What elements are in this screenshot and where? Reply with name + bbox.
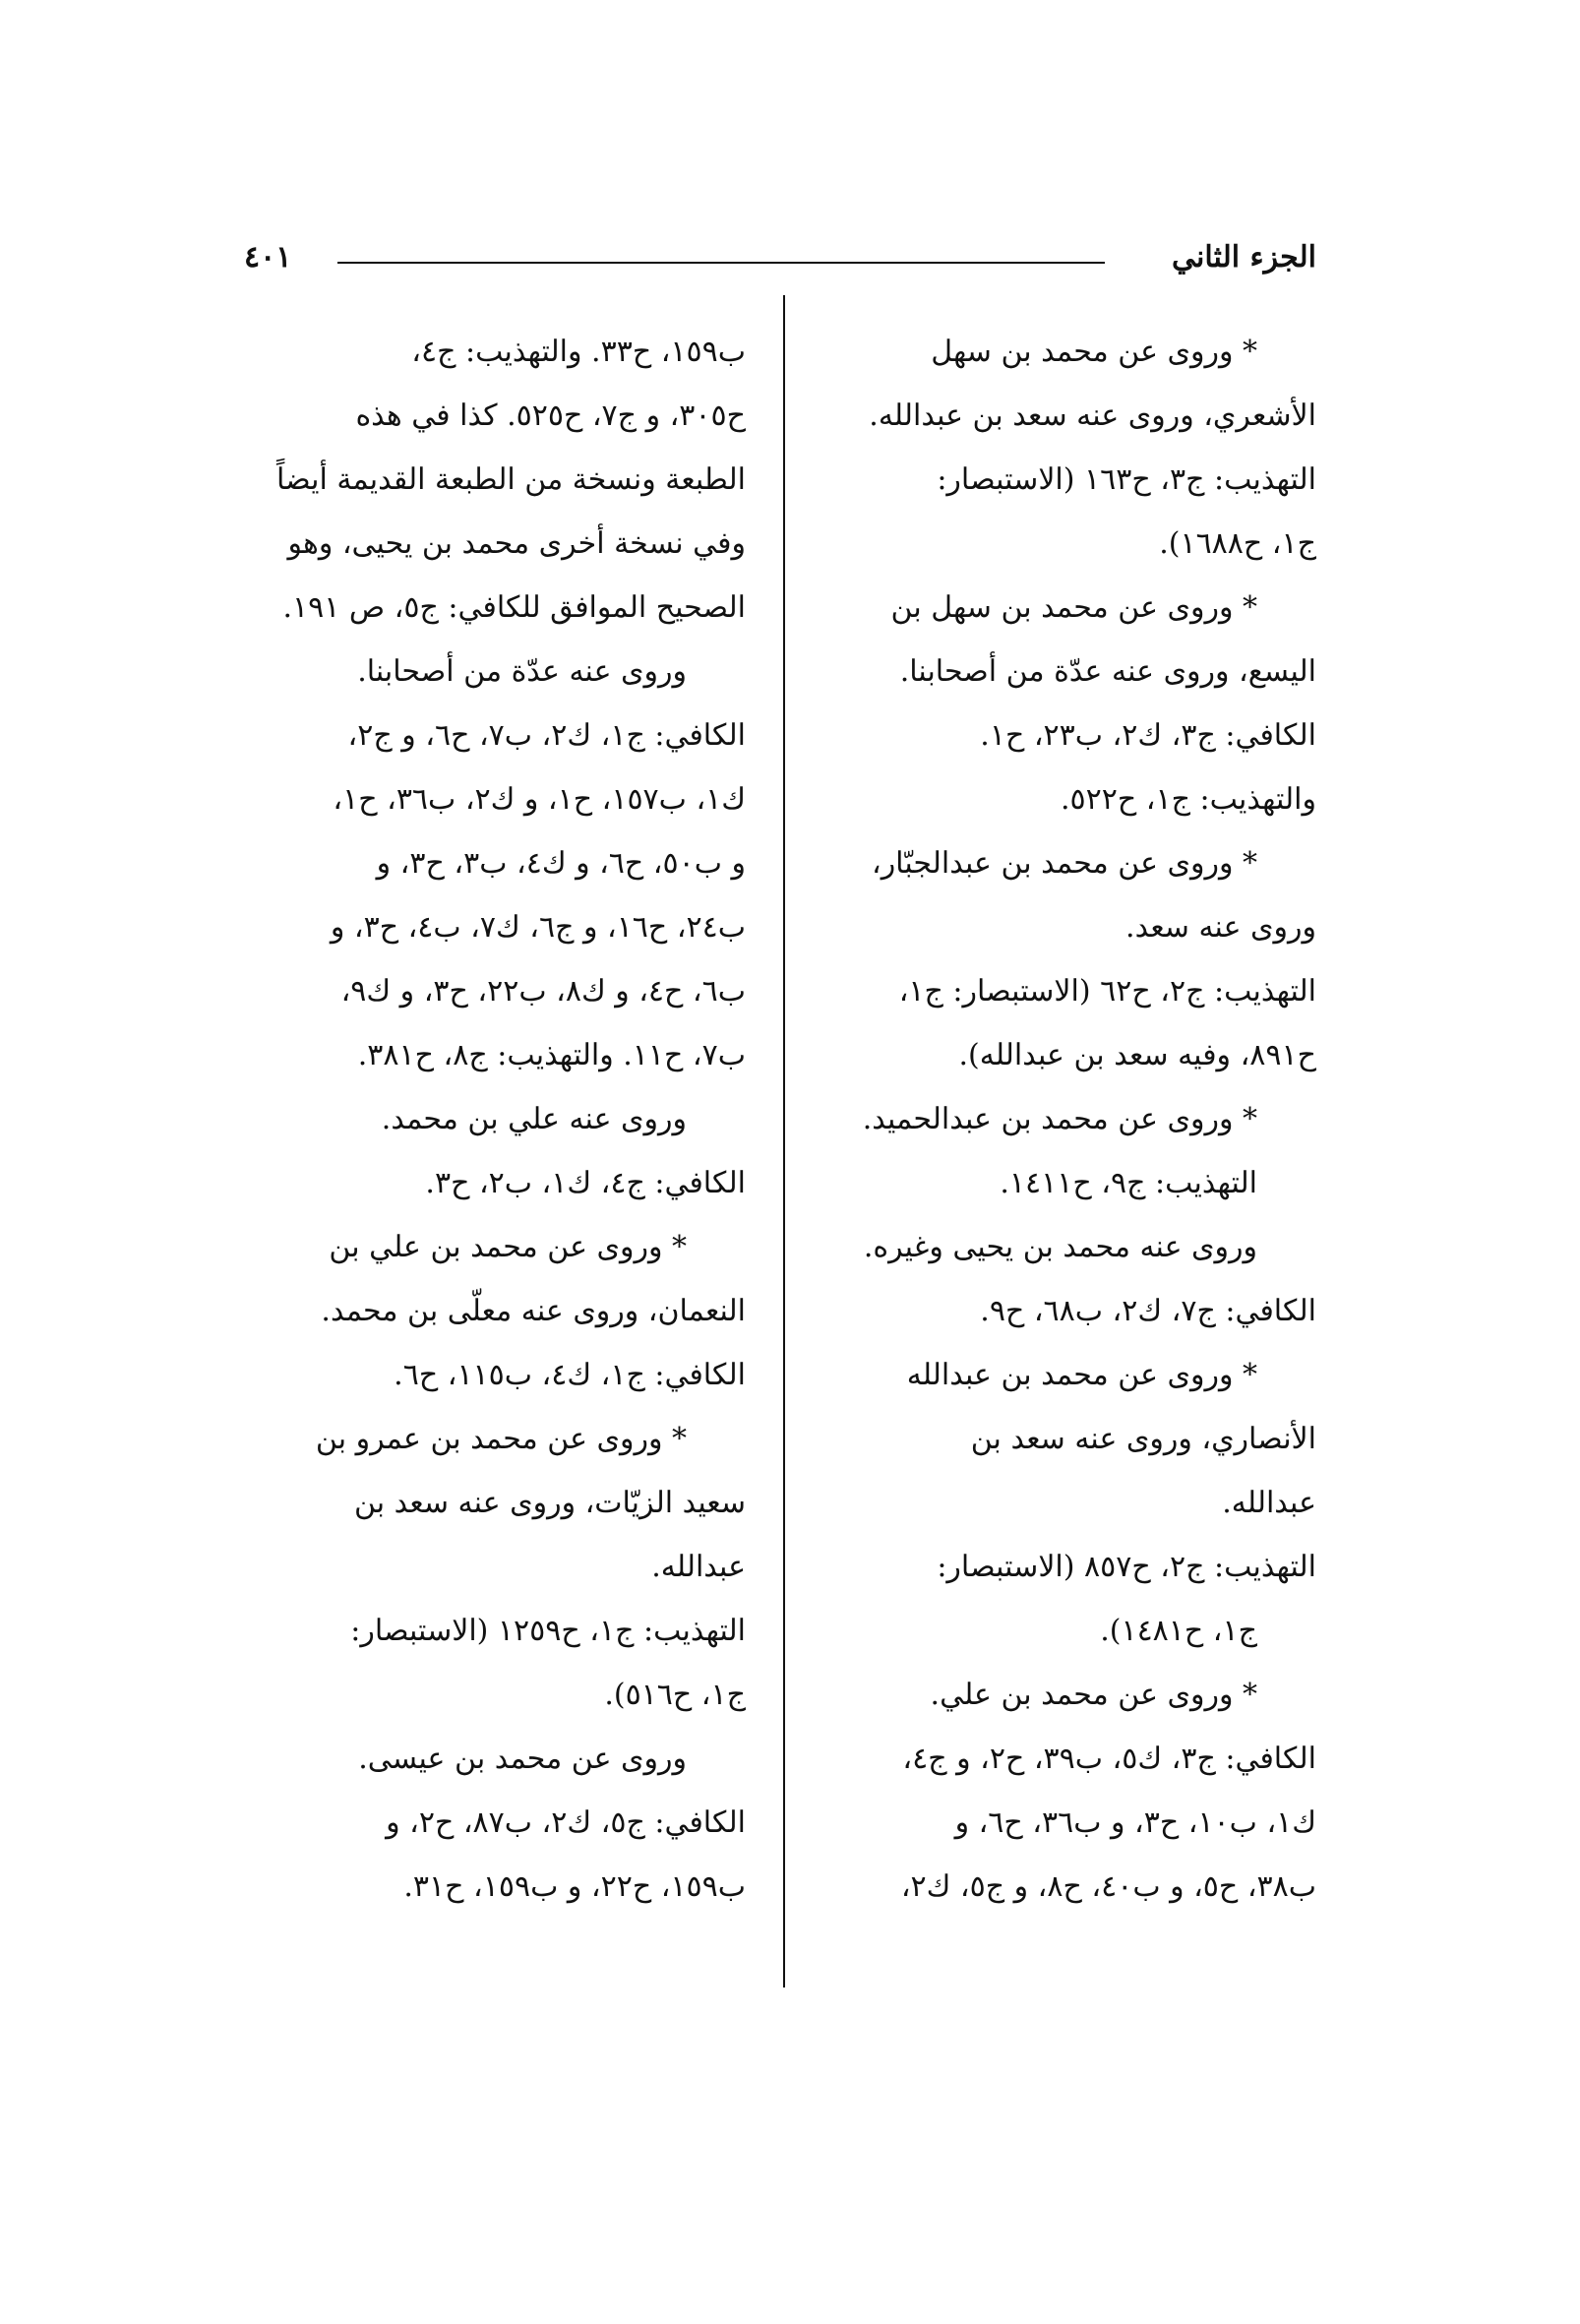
text-line: ج١، ح١٦٨٨).	[1159, 526, 1316, 561]
text-line: ج١، ح١٤٨١).	[1100, 1614, 1257, 1648]
text-line: اليسع، وروى عنه عدّة من أصحابنا.	[899, 654, 1316, 689]
text-line: الطبعة ونسخة من الطبعة القديمة أيضاً	[275, 462, 746, 497]
text-line: وفي نسخة أخرى محمد بن يحيى، وهو	[287, 526, 746, 561]
text-line: ب١٥٩، ح٢٢، و ب١٥٩، ح٣١.	[403, 1869, 746, 1904]
text-line: الكافي: ج٥، ك٢، ب٨٧، ح٢، و	[386, 1805, 746, 1840]
text-line: وروى عنه سعد.	[1125, 910, 1316, 945]
text-line: ب٦، ح٤، و ك٨، ب٢٢، ح٣، و ك٩،	[340, 974, 746, 1009]
text-line: التهذيب: ج٣، ح١٦٣ (الاستبصار:	[937, 462, 1316, 497]
text-line: وروى عنه علي بن محمد.	[381, 1102, 687, 1136]
text-line: الأشعري، وروى عنه سعد بن عبدالله.	[869, 398, 1316, 433]
text-line: التهذيب: ج٢، ح٦٢ (الاستبصار: ج١،	[898, 974, 1316, 1009]
right-column	[824, 320, 1316, 1919]
text-line: الصحيح الموافق للكافي: ج٥، ص ١٩١.	[282, 590, 746, 625]
text-line: * وروى عن محمد بن علي.	[930, 1678, 1257, 1712]
text-line: * وروى عن محمد بن عبدالله	[906, 1358, 1257, 1392]
text-line: * وروى عن محمد بن عمرو بن	[315, 1422, 687, 1456]
page-header	[244, 238, 1316, 277]
text-line: الكافي: ج١، ك٢، ب٧، ح٦، و ج٢،	[347, 718, 746, 753]
text-line: ب٧، ح١١. والتهذيب: ج٨، ح٣٨١.	[357, 1038, 746, 1072]
text-line: عبدالله.	[651, 1550, 746, 1584]
text-line: * وروى عن محمد بن سهل	[931, 335, 1257, 369]
text-line: سعيد الزيّات، وروى عنه سعد بن	[353, 1486, 746, 1520]
text-line: ب٣٨، ح٥، و ب٤٠، ح٨، و ج٥، ك٢،	[900, 1869, 1316, 1904]
text-line: الكافي: ج٣، ك٢، ب٢٣، ح١.	[980, 718, 1316, 753]
text-line: التهذيب: ج٩، ح١٤١١.	[1000, 1166, 1257, 1200]
text-line: * وروى عن محمد بن علي بن	[329, 1230, 687, 1264]
text-line: الأنصاري، وروى عنه سعد بن	[970, 1422, 1316, 1456]
text-line: ج١، ح٥١٦).	[604, 1678, 746, 1712]
left-column	[254, 320, 746, 1919]
text-line: التهذيب: ج٢، ح٨٥٧ (الاستبصار:	[937, 1550, 1316, 1584]
text-line: ب٢٤، ح١٦، و ج٦، ك٧، ب٤، ح٣، و	[330, 910, 746, 945]
text-line: * وروى عن محمد بن عبدالحميد.	[862, 1102, 1257, 1136]
running-title: الجزء الثاني	[1172, 240, 1316, 275]
text-line: الكافي: ج٧، ك٢، ب٦٨، ح٩.	[980, 1294, 1316, 1328]
text-line: ك١، ب١٠، ح٣، و ب٣٦، ح٦، و	[954, 1805, 1316, 1840]
text-line: عبدالله.	[1222, 1486, 1316, 1520]
text-line: ح٨٩١، وفيه سعد بن عبدالله).	[958, 1038, 1316, 1072]
text-line: * وروى عن محمد بن سهل بن	[890, 590, 1257, 625]
text-line: وروى عنه محمد بن يحيى وغيره.	[863, 1230, 1257, 1264]
text-line: ب١٥٩، ح٣٣. والتهذيب: ج٤،	[411, 335, 746, 369]
column-divider	[783, 295, 785, 1988]
text-line: ك١، ب١٥٧، ح١، و ك٢، ب٣٦، ح١،	[333, 782, 746, 817]
page-number: ٤٠١	[244, 240, 292, 275]
text-line: و ب٥٠، ح٦، و ك٤، ب٣، ح٣، و	[376, 846, 746, 881]
text-line: * وروى عن محمد بن عبدالجبّار،	[872, 846, 1257, 881]
text-line: ح٣٠٥، و ج٧، ح٥٢٥. كذا في هذه	[355, 398, 746, 433]
text-line: النعمان، وروى عنه معلّى بن محمد.	[321, 1294, 746, 1328]
text-line: والتهذيب: ج١، ح٥٢٢.	[1060, 782, 1316, 817]
text-line: الكافي: ج١، ك٤، ب١١٥، ح٦.	[394, 1358, 746, 1392]
text-line: وروى عن محمد بن عيسى.	[358, 1742, 687, 1776]
text-line: وروى عنه عدّة من أصحابنا.	[357, 654, 687, 689]
text-line: التهذيب: ج١، ح١٢٥٩ (الاستبصار:	[350, 1614, 746, 1648]
text-line: الكافي: ج٤، ك١، ب٢، ح٣.	[425, 1166, 746, 1200]
text-line: الكافي: ج٣، ك٥، ب٣٩، ح٢، و ج٤،	[902, 1742, 1316, 1776]
header-rule	[337, 262, 1105, 264]
